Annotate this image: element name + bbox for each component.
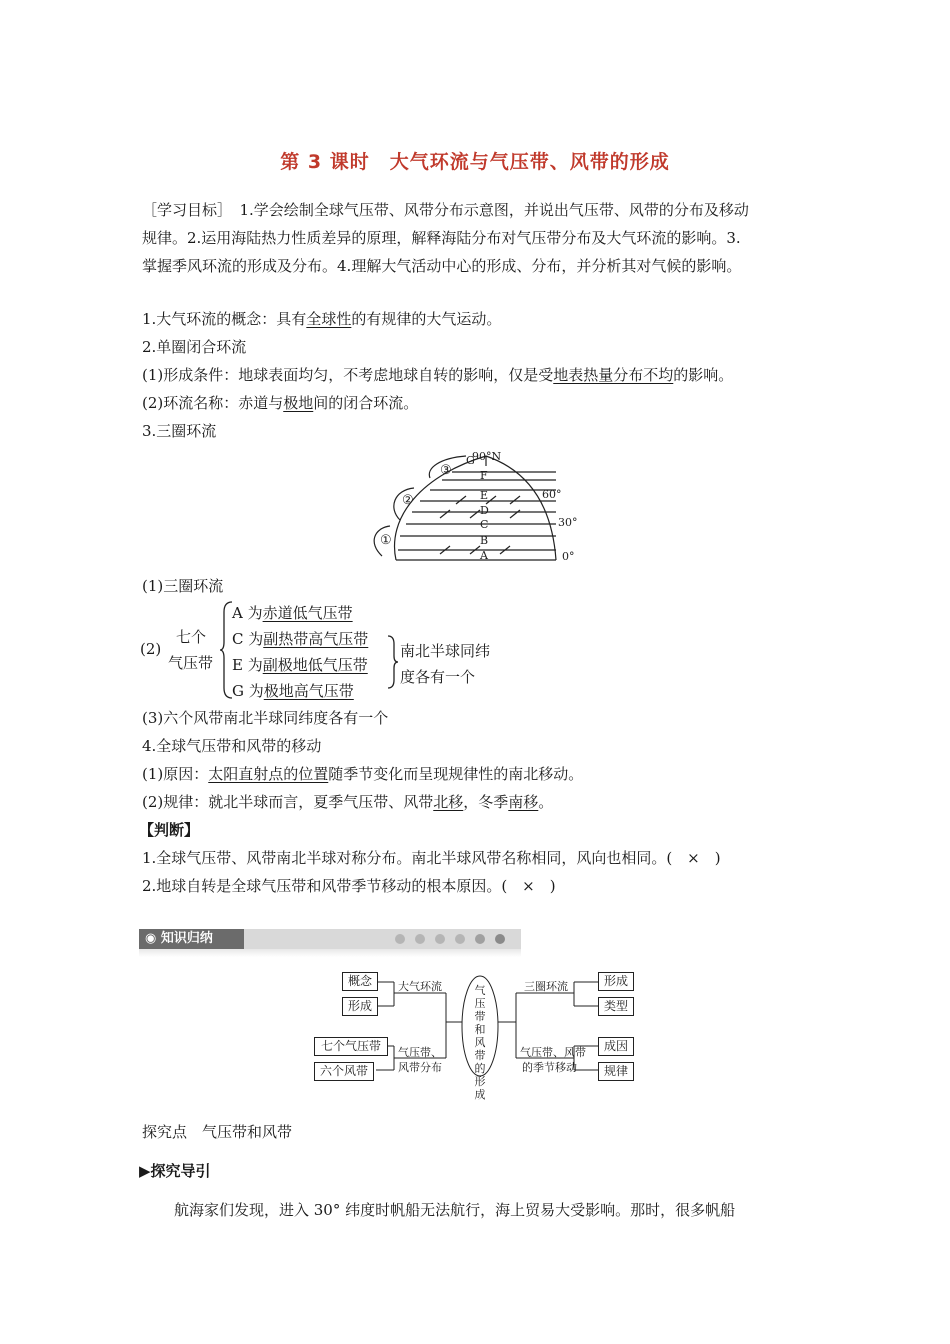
mindmap-branch-atmospheric-circulation: 大气环流	[398, 980, 442, 993]
diagram-letter-d: D	[480, 504, 489, 517]
mindmap-six-winds-box: 六个风带	[314, 1062, 374, 1081]
banner-dot-icon	[495, 934, 505, 944]
diagram-lat60: 60°	[542, 488, 562, 501]
banner-dot-icon	[455, 934, 465, 944]
banner-dot-icon	[395, 934, 405, 944]
mindmap-formation-box: 形成	[342, 997, 378, 1016]
diagram-letter-a: A	[480, 549, 488, 562]
pressure-belt-g: G 为极地高气压带	[232, 682, 354, 700]
mindmap-seven-belts-box: 七个气压带	[314, 1037, 388, 1056]
diagram-letter-g: G	[466, 454, 475, 467]
pressure-belt-e: E 为副极地低气压带	[232, 656, 368, 674]
mindmap-branch-distribution-2: 风带分布	[398, 1061, 442, 1074]
section-4-1: (1)原因：太阳直射点的位置随季节变化而呈现规律性的南北移动。	[142, 765, 584, 783]
note-line-2: 度各有一个	[400, 668, 476, 686]
seven-pressure-belts-block	[140, 598, 520, 702]
banner-dot-icon	[475, 934, 485, 944]
mindmap-branch-seasonal-2: 的季节移动	[522, 1061, 577, 1074]
group-label-1: 七个	[176, 628, 207, 646]
knowledge-banner	[139, 929, 521, 949]
page-title: 第 3 课时 大气环流与气压带、风带的形成	[280, 151, 670, 173]
mindmap-concept-box: 概念	[342, 972, 378, 991]
section-2-heading: 2.单圈闭合环流	[142, 338, 247, 356]
judge-question-2: 2.地球自转是全球气压带和风带季节移动的根本原因。( × )	[142, 877, 556, 895]
banner-dot-icon	[435, 934, 445, 944]
pressure-belt-list	[232, 600, 368, 704]
judge-heading: 【判断】	[139, 821, 200, 839]
diagram-cell-2: ②	[402, 493, 414, 508]
banner-shadow	[139, 949, 521, 957]
note-line-1: 南北半球同纬	[400, 642, 491, 660]
objectives-line-1: ［学习目标］ 1.学会绘制全球气压带、风带分布示意图，并说出气压带、风带的分布及移动	[142, 201, 749, 219]
diagram-letter-f: F	[480, 469, 488, 482]
mindmap-type-box: 类型	[598, 997, 634, 1016]
objectives-line-3: 掌握季风环流的形成及分布。4.理解大气活动中心的形成、分布，并分析其对气候的影响。	[142, 257, 742, 275]
mindmap-center-topic: 气压带和风带的形成	[474, 984, 486, 1101]
section-2-1: (1)形成条件：地球表面均匀，不考虑地球自转的影响，仅是受地表热量分布不均的影响。	[142, 366, 734, 384]
section-1: 1.大气环流的概念：具有全球性的有规律的大气运动。	[142, 310, 502, 328]
item-number: (2)	[140, 640, 162, 658]
diagram-cell-1: ①	[380, 533, 392, 548]
diagram-letter-b: B	[480, 534, 489, 547]
diagram-lat0: 0°	[562, 550, 575, 563]
section-2-2: (2)环流名称：赤道与极地间的闭合环流。	[142, 394, 419, 412]
section-3-heading: 3.三圈环流	[142, 422, 217, 440]
mindmap-branch-seasonal-1: 气压带、风带	[520, 1046, 586, 1059]
section-3-3: (3)六个风带南北半球同纬度各有一个	[142, 709, 389, 727]
mindmap-rule-box: 规律	[598, 1062, 634, 1081]
knowledge-mindmap	[310, 966, 640, 1101]
guide-heading: ▶探究导引	[139, 1162, 211, 1180]
diagram-letter-e: E	[480, 489, 489, 502]
knowledge-banner-label: ◉ 知识归纳	[139, 929, 244, 949]
diagram-pole-label: 90°N	[472, 450, 502, 463]
explore-point: 探究点 气压带和风带	[142, 1123, 293, 1141]
section-3-1: (1)三圈环流	[142, 577, 224, 595]
judge-question-1: 1.全球气压带、风带南北半球对称分布。南北半球风带名称相同，风向也相同。( × )	[142, 849, 721, 867]
three-cell-circulation-diagram	[370, 448, 590, 568]
diagram-cell-3: ③	[440, 463, 452, 478]
banner-dot-icon	[415, 934, 425, 944]
guide-text: 航海家们发现，进入 30° 纬度时帆船无法航行，海上贸易大受影响。那时，很多帆船	[174, 1201, 736, 1219]
pressure-belt-c: C 为副热带高气压带	[232, 630, 369, 648]
section-4-heading: 4.全球气压带和风带的移动	[142, 737, 322, 755]
mindmap-right-formation-box: 形成	[598, 972, 634, 991]
mindmap-branch-three-cell: 三圈环流	[524, 980, 568, 993]
pressure-belt-a: A 为赤道低气压带	[232, 604, 353, 622]
diagram-lat30: 30°	[558, 516, 578, 529]
mindmap-cause-box: 成因	[598, 1037, 634, 1056]
group-label-2: 气压带	[168, 654, 214, 672]
section-4-2: (2)规律：就北半球而言，夏季气压带、风带北移，冬季南移。	[142, 793, 554, 811]
right-brace	[386, 634, 398, 690]
objectives-line-2: 规律。2.运用海陆热力性质差异的原理，解释海陆分布对气压带分布及大气环流的影响。3.	[142, 229, 741, 247]
mindmap-branch-distribution-1: 气压带、	[398, 1046, 442, 1059]
diagram-letter-c: C	[480, 518, 489, 531]
